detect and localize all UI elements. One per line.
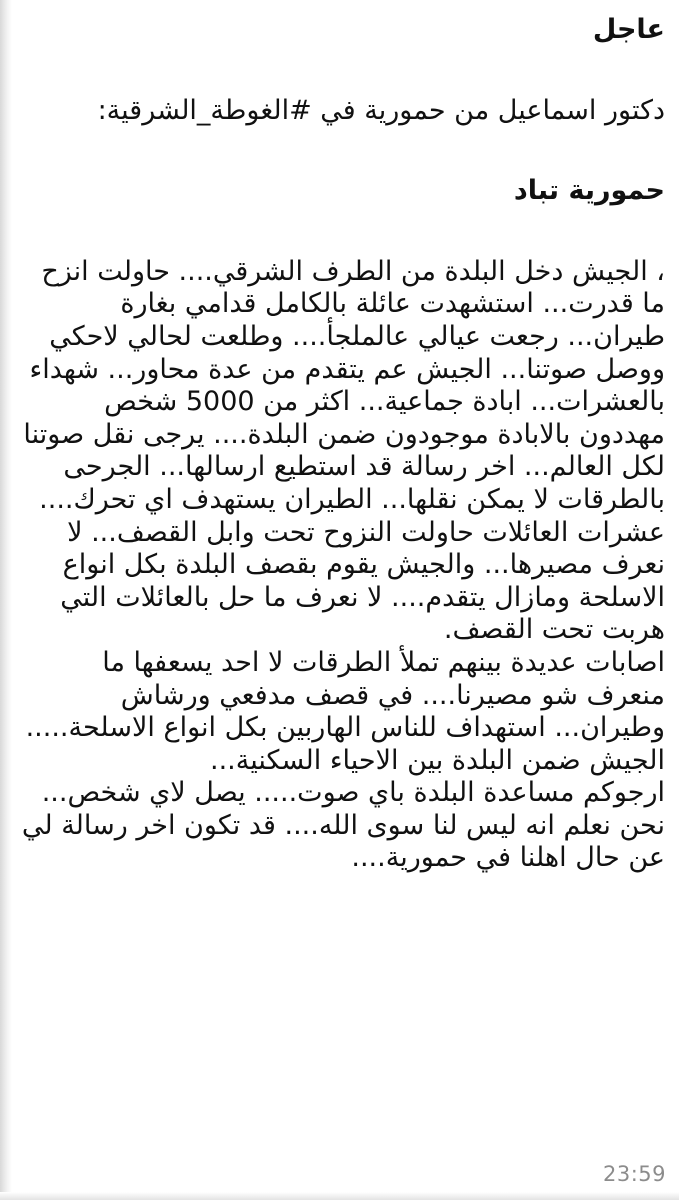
message-bubble[interactable]	[18, 0, 665, 875]
message-body: ، الجيش دخل البلدة من الطرف الشرقي.... حاولت انزح ما قدرت... استشهدت عائلة بالكامل قدامي بغارة طيران... رجعت عيالي عالملجأ.... وطلعت لحالي لاحكي ووصل صوتنا... الجيش عم يتقدم من عدة محاور... شهداء بالعشرات... ابادة جماعية... اكثر من 5000 شخص مهددون بالابادة موجودون ضمن البلدة.... يرجى نقل صوتنا لكل العالم... اخر رسالة قد استطيع ارسالها... الجرحى بالطرقات لا يمكن نقلها... الطيران يستهدف اي تحرك.... عشرات العائلات حاولت النزوح تحت وابل القصف... لا نعرف مصيرها... والجيش يقوم بقصف البلدة بكل انواع الاسلحة ومازال يتقدم.... لا نعرف ما حل بالعائلات التي هربت تحت القصف. اصابات عديدة بينهم تملأ الطرقات لا احد يسعفها ما منعرف شو مصيرنا.... في قصف مدفعي ورشاش وطيران... استهداف للناس الهاربين بكل انواع الاسلحة..... الجيش ضمن البلدة بين الاحياء السكنية... ارجوكم مساعدة البلدة باي صوت..... يصل لاي شخص... نحن نعلم انه ليس لنا سوى الله.... قد تكون اخر رسالة لي عن حال اهلنا في حمورية....	[21, 255, 665, 874]
message-timestamp: 23:59	[602, 1162, 666, 1186]
bubble-bottom-shadow	[0, 1192, 679, 1200]
message-source-line: دكتور اسماعيل من حمورية في #الغوطة_الشرقية:	[97, 94, 665, 126]
bubble-left-shadow	[0, 0, 12, 1200]
message-place-heading: حمورية تباد	[513, 175, 665, 207]
message-title: عاجل	[592, 14, 665, 45]
